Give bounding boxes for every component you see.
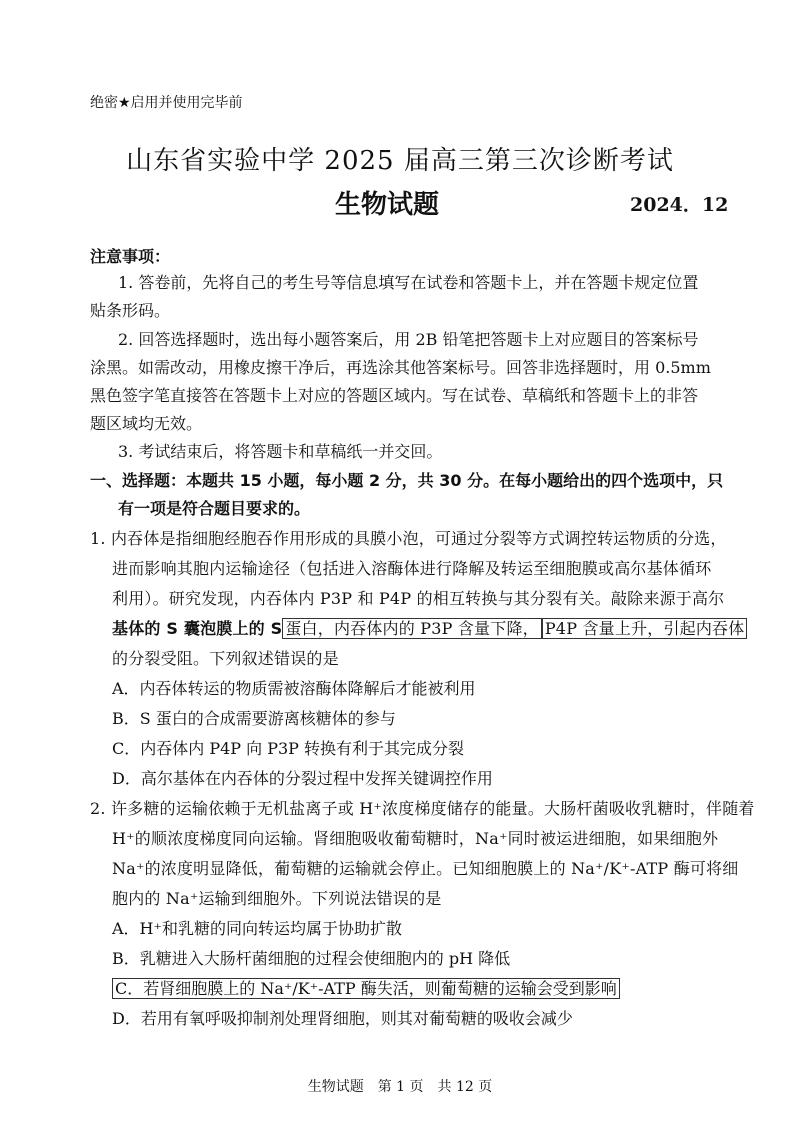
option-b: B．乳糖进入大肠杆菌细胞的过程会使细胞内的 pH 降低 bbox=[112, 949, 511, 968]
notice-item-1: 1. 答卷前，先将自己的考生号等信息填写在试卷和答题卡上，并在答题卡规定位置 bbox=[118, 273, 699, 292]
question-1-stem: 利用）。研究发现，内吞体内 P3P 和 P4P 的相互转换与其分裂有关。敲除来源于高尔 bbox=[112, 589, 725, 608]
exam-title: 山东省实验中学 2025 届高三第三次诊断考试 bbox=[126, 146, 674, 176]
notice-item-3: 3. 考试结束后，将答题卡和草稿纸一并交回。 bbox=[118, 442, 443, 461]
option-b: B．S 蛋白的合成需要游离核糖体的参与 bbox=[112, 709, 396, 728]
option-a: A．H⁺和乳糖的同向转运均属于协助扩散 bbox=[112, 919, 402, 938]
option-d: D．若用有氧呼吸抑制剂处理肾细胞，则其对葡萄糖的吸收会减少 bbox=[112, 1009, 573, 1028]
notice-item-1-cont: 贴条形码。 bbox=[90, 301, 171, 320]
notice-item-2-cont: 题区域均无效。 bbox=[90, 414, 203, 433]
question-2-stem: H⁺的顺浓度梯度同向运输。肾细胞吸收葡萄糖时，Na⁺同时被运进细胞，如果细胞外 bbox=[112, 829, 719, 848]
notice-heading: 注意事项： bbox=[90, 247, 171, 266]
notice-item-2: 2. 回答选择题时，选出每小题答案后，用 2B 铅笔把答题卡上对应题目的答案标号 bbox=[118, 330, 699, 349]
option-c: C．若肾细胞膜上的 Na⁺/K⁺-ATP 酶失活，则葡萄糖的运输会受到影响 bbox=[112, 978, 620, 999]
question-2-stem: 2. 许多糖的运输依赖于无机盐离子或 H⁺浓度梯度储存的能量。大肠杆菌吸收乳糖时，伴随着 bbox=[90, 799, 755, 818]
section-heading-cont: 有一项是符合题目要求的。 bbox=[118, 499, 311, 518]
exam-date: 2024．12 bbox=[630, 194, 729, 216]
notice-item-2-cont: 涂黑。如需改动，用橡皮擦干净后，再选涂其他答案标号。回答非选择题时，用 0.5mm bbox=[90, 358, 711, 377]
stem-fragment: 基体的 S 囊泡膜上的 S bbox=[112, 619, 283, 638]
option-a: A．内吞体转运的物质需被溶酶体降解后才能被利用 bbox=[112, 679, 476, 698]
option-d: D．高尔基体在内吞体的分裂过程中发挥关键调控作用 bbox=[112, 769, 493, 788]
confidential-label: 绝密★启用并使用完毕前 bbox=[90, 95, 243, 111]
section-heading: 一、选择题：本题共 15 小题，每小题 2 分，共 30 分。在每小题给出的四个选项中，只 bbox=[90, 471, 724, 490]
notice-item-2-cont: 黑色签字笔直接答在答题卡上对应的答题区域内。写在试卷、草稿纸和答题卡上的非答 bbox=[90, 386, 699, 405]
option-c: C．内吞体内 P4P 向 P3P 转换有利于其完成分裂 bbox=[112, 739, 465, 758]
boxed-text: 蛋白，内吞体内的 P3P 含量下降， bbox=[282, 618, 541, 639]
subject-title: 生物试题 bbox=[335, 190, 440, 220]
question-1-stem: 1. 内吞体是指细胞经胞吞作用形成的具膜小泡，可通过分裂等方式调控转运物质的分选， bbox=[90, 529, 727, 548]
question-2-stem: Na⁺的浓度明显降低，葡萄糖的运输就会停止。已知细胞膜上的 Na⁺/K⁺-ATP 酶可将细 bbox=[112, 859, 739, 878]
boxed-text: P4P 含量上升，引起内吞体 bbox=[542, 618, 748, 639]
question-1-stem bbox=[112, 618, 747, 640]
question-1-stem: 的分裂受阻。下列叙述错误的是 bbox=[112, 649, 339, 668]
option-c-wrapper bbox=[112, 978, 620, 1000]
page-footer: 生物试题 第 1 页 共 12 页 bbox=[307, 1079, 493, 1095]
question-2-stem: 胞内的 Na⁺运输到细胞外。下列说法错误的是 bbox=[112, 889, 442, 908]
question-1-stem: 进而影响其胞内运输途径（包括进入溶酶体进行降解及转运至细胞膜或高尔基体循环 bbox=[112, 559, 712, 578]
